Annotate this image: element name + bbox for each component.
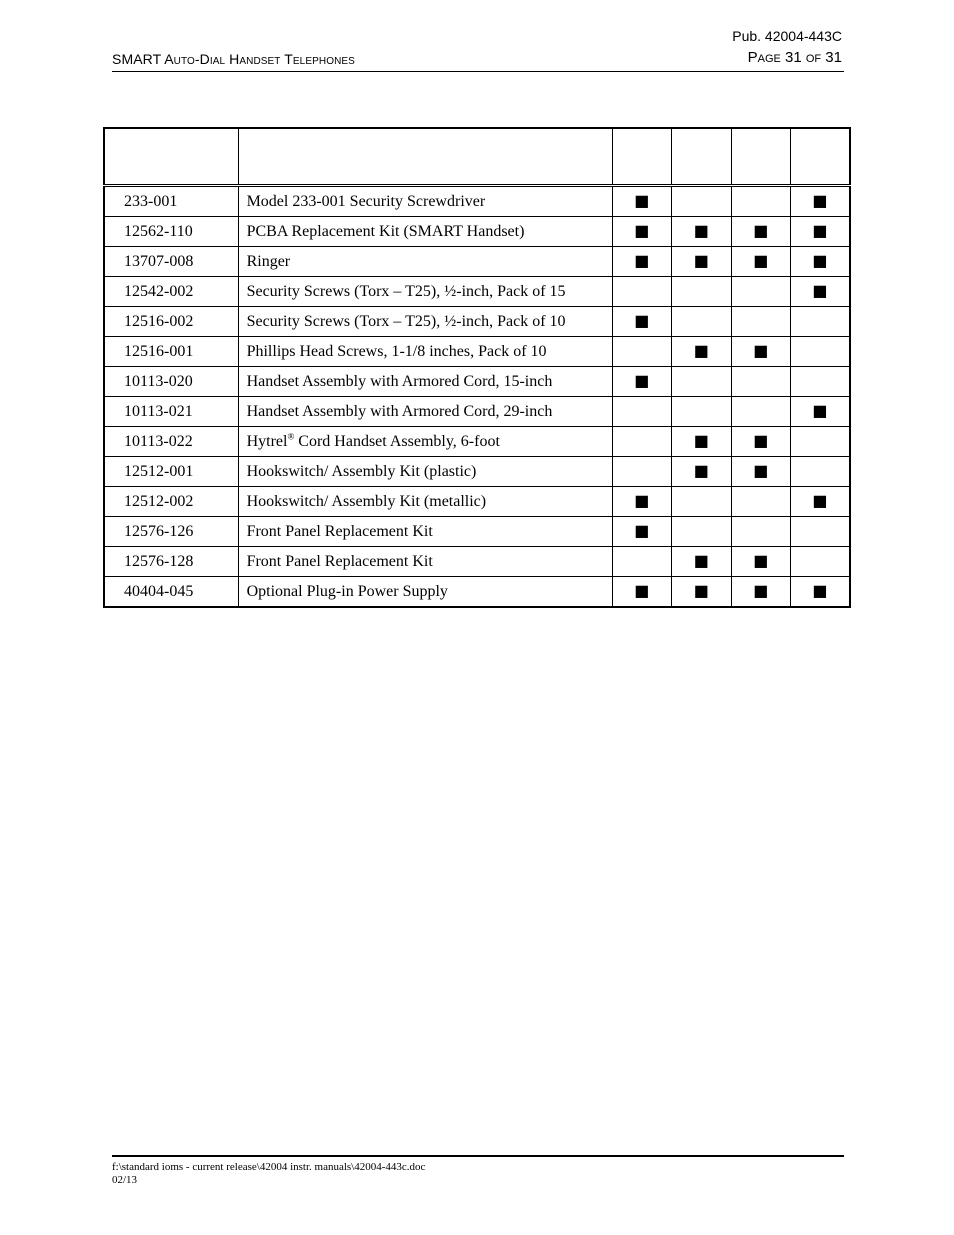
- filled-square-icon: ■: [634, 580, 650, 600]
- header-model-3: [731, 128, 790, 186]
- filled-square-icon: ■: [753, 550, 769, 570]
- model-1-cell: [612, 427, 671, 457]
- filled-square-icon: ■: [753, 340, 769, 360]
- table-row: [104, 487, 850, 517]
- part-number-cell: 12562-110: [104, 217, 238, 247]
- model-1-cell: [612, 217, 671, 247]
- model-3-cell: [731, 277, 790, 307]
- model-2-cell: [672, 367, 731, 397]
- filled-square-icon: ■: [812, 190, 828, 210]
- model-1-cell: [612, 186, 671, 217]
- model-2-cell: [672, 397, 731, 427]
- model-1-cell: [612, 337, 671, 367]
- table-row: [104, 397, 850, 427]
- model-1-cell: [612, 577, 671, 608]
- model-3-cell: [731, 307, 790, 337]
- model-3-cell: [731, 517, 790, 547]
- document-title: SMART Auto-Dial Handset Telephones: [112, 51, 355, 67]
- filled-square-icon: ■: [753, 250, 769, 270]
- header-model-1: [612, 128, 671, 186]
- model-3-cell: [731, 337, 790, 367]
- description-cell: Optional Plug-in Power Supply: [238, 577, 612, 608]
- revision-date: 02/13: [112, 1174, 138, 1186]
- filled-square-icon: ■: [693, 550, 709, 570]
- description-cell: Handset Assembly with Armored Cord, 15-inch: [238, 367, 612, 397]
- model-1-cell: [612, 547, 671, 577]
- model-4-cell: [790, 307, 850, 337]
- part-number-cell: 12516-002: [104, 307, 238, 337]
- part-number-cell: 12512-001: [104, 457, 238, 487]
- part-number-cell: 13707-008: [104, 247, 238, 277]
- model-4-cell: [790, 457, 850, 487]
- header-description: [238, 128, 612, 186]
- filled-square-icon: ■: [634, 190, 650, 210]
- part-number-cell: 12512-002: [104, 487, 238, 517]
- model-1-cell: [612, 457, 671, 487]
- description-cell: Hookswitch/ Assembly Kit (metallic): [238, 487, 612, 517]
- filled-square-icon: ■: [812, 580, 828, 600]
- filled-square-icon: ■: [812, 280, 828, 300]
- description-cell: [238, 427, 612, 457]
- model-1-cell: [612, 277, 671, 307]
- model-3-cell: [731, 457, 790, 487]
- filled-square-icon: ■: [634, 490, 650, 510]
- filled-square-icon: ■: [693, 460, 709, 480]
- model-4-cell: [790, 367, 850, 397]
- table-row: [104, 307, 850, 337]
- page-footer: [112, 1155, 844, 1187]
- filled-square-icon: ■: [753, 460, 769, 480]
- model-4-cell: [790, 517, 850, 547]
- model-2-cell: [672, 337, 731, 367]
- model-1-cell: [612, 487, 671, 517]
- header-model-4: [790, 128, 850, 186]
- filled-square-icon: ■: [634, 520, 650, 540]
- filled-square-icon: ■: [634, 250, 650, 270]
- filled-square-icon: ■: [693, 250, 709, 270]
- model-2-cell: [672, 577, 731, 608]
- registered-mark: ®: [287, 431, 295, 442]
- model-2-cell: [672, 247, 731, 277]
- model-3-cell: [731, 217, 790, 247]
- part-number-cell: 10113-022: [104, 427, 238, 457]
- model-4-cell: [790, 577, 850, 608]
- filled-square-icon: ■: [634, 310, 650, 330]
- part-number-cell: 233-001: [104, 186, 238, 217]
- filled-square-icon: ■: [753, 430, 769, 450]
- description-cell: Ringer: [238, 247, 612, 277]
- table-row: [104, 217, 850, 247]
- model-4-cell: [790, 547, 850, 577]
- table-row: [104, 577, 850, 608]
- model-2-cell: [672, 217, 731, 247]
- model-3-cell: [731, 577, 790, 608]
- model-1-cell: [612, 517, 671, 547]
- table-row: [104, 457, 850, 487]
- page-number: Page 31 of 31: [747, 49, 842, 66]
- model-4-cell: [790, 247, 850, 277]
- model-4-cell: [790, 487, 850, 517]
- model-3-cell: [731, 427, 790, 457]
- model-1-cell: [612, 367, 671, 397]
- table-row: [104, 277, 850, 307]
- filled-square-icon: ■: [693, 220, 709, 240]
- table-row: [104, 517, 850, 547]
- table-row: [104, 186, 850, 217]
- description-cell: Front Panel Replacement Kit: [238, 517, 612, 547]
- model-4-cell: [790, 186, 850, 217]
- description-text: Cord Handset Assembly, 6-foot: [294, 432, 500, 450]
- filled-square-icon: ■: [812, 490, 828, 510]
- model-4-cell: [790, 427, 850, 457]
- table-row: [104, 337, 850, 367]
- model-4-cell: [790, 277, 850, 307]
- description-cell: PCBA Replacement Kit (SMART Handset): [238, 217, 612, 247]
- model-2-cell: [672, 547, 731, 577]
- model-2-cell: [672, 457, 731, 487]
- header-model-2: [672, 128, 731, 186]
- table-header-row: [104, 128, 850, 186]
- model-3-cell: [731, 487, 790, 517]
- model-2-cell: [672, 487, 731, 517]
- part-number-cell: 12576-128: [104, 547, 238, 577]
- part-number-cell: 10113-021: [104, 397, 238, 427]
- description-cell: Security Screws (Torx – T25), ½-inch, Pack of 15: [238, 277, 612, 307]
- description-cell: Model 233-001 Security Screwdriver: [238, 186, 612, 217]
- filled-square-icon: ■: [634, 220, 650, 240]
- model-4-cell: [790, 337, 850, 367]
- filled-square-icon: ■: [693, 580, 709, 600]
- description-cell: Phillips Head Screws, 1-1/8 inches, Pack of 10: [238, 337, 612, 367]
- model-3-cell: [731, 547, 790, 577]
- description-cell: Front Panel Replacement Kit: [238, 547, 612, 577]
- model-2-cell: [672, 307, 731, 337]
- table-row: [104, 367, 850, 397]
- file-path: f:\standard ioms - current release\42004 instr. manuals\42004-443c.doc: [112, 1161, 426, 1173]
- part-number-cell: 40404-045: [104, 577, 238, 608]
- model-2-cell: [672, 277, 731, 307]
- model-1-cell: [612, 307, 671, 337]
- filled-square-icon: ■: [812, 220, 828, 240]
- model-4-cell: [790, 217, 850, 247]
- model-2-cell: [672, 517, 731, 547]
- header-part-number: [104, 128, 238, 186]
- model-3-cell: [731, 397, 790, 427]
- part-number-cell: 12576-126: [104, 517, 238, 547]
- model-1-cell: [612, 247, 671, 277]
- model-3-cell: [731, 367, 790, 397]
- model-3-cell: [731, 186, 790, 217]
- table-row: [104, 247, 850, 277]
- parts-table: [103, 127, 851, 608]
- description-cell: Security Screws (Torx – T25), ½-inch, Pack of 10: [238, 307, 612, 337]
- table-row: [104, 547, 850, 577]
- filled-square-icon: ■: [812, 250, 828, 270]
- model-1-cell: [612, 397, 671, 427]
- part-number-cell: 12516-001: [104, 337, 238, 367]
- publication-number: Pub. 42004-443C: [732, 28, 842, 44]
- model-2-cell: [672, 186, 731, 217]
- part-number-cell: 12542-002: [104, 277, 238, 307]
- filled-square-icon: ■: [693, 430, 709, 450]
- filled-square-icon: ■: [693, 340, 709, 360]
- part-number-cell: 10113-020: [104, 367, 238, 397]
- model-2-cell: [672, 427, 731, 457]
- filled-square-icon: ■: [634, 370, 650, 390]
- filled-square-icon: ■: [753, 220, 769, 240]
- table-row: [104, 427, 850, 457]
- description-cell: Handset Assembly with Armored Cord, 29-inch: [238, 397, 612, 427]
- page-header: [112, 27, 844, 72]
- model-3-cell: [731, 247, 790, 277]
- filled-square-icon: ■: [753, 580, 769, 600]
- description-text: Hytrel: [246, 432, 288, 450]
- filled-square-icon: ■: [812, 400, 828, 420]
- description-cell: Hookswitch/ Assembly Kit (plastic): [238, 457, 612, 487]
- model-4-cell: [790, 397, 850, 427]
